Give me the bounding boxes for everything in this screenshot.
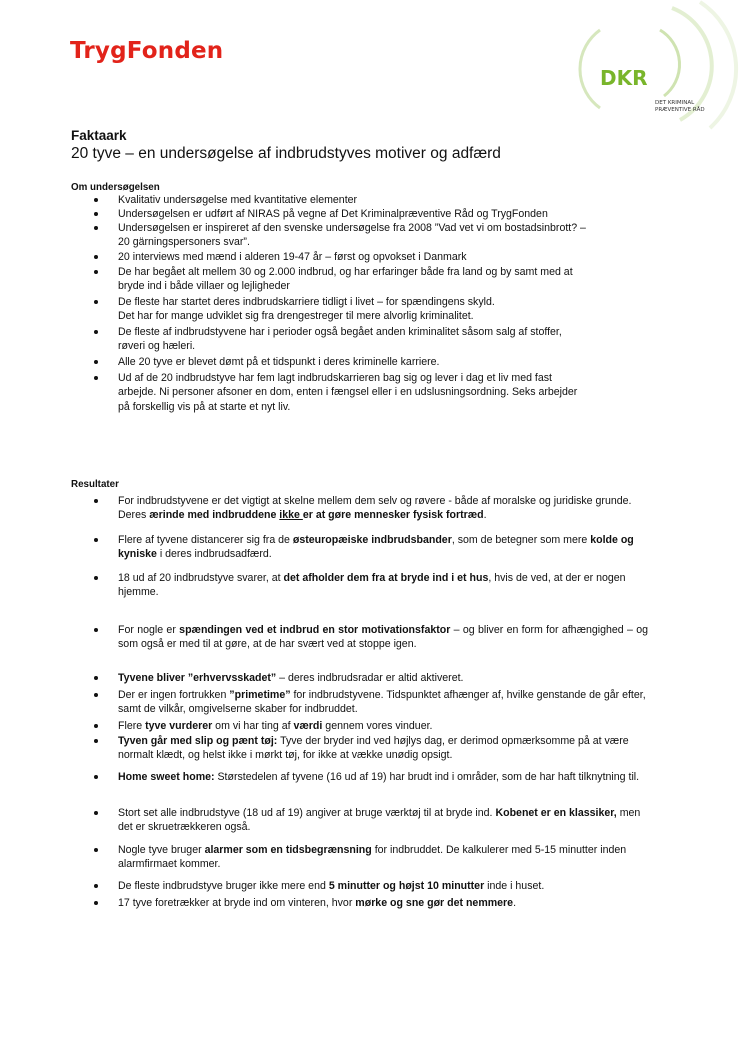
- list-item: For indbrudstyvene er det vigtigt at skelne mellem dem selv og røvere - både af moralske og juridiske grunde. Deres ærinde med indbruddene ikke er at gøre mennesker fysisk fortræd.: [0, 494, 648, 533]
- list-item: Undersøgelsen er udført af NIRAS på vegne af Det Kriminalpræventive Råd og TrygFonden: [0, 207, 648, 221]
- list-item: Kvalitativ undersøgelse med kvantitative elementer: [0, 193, 648, 207]
- list-item: 17 tyve foretrækker at bryde ind om vinteren, hvor mørke og sne gør det nemmere.: [0, 896, 648, 912]
- list-item: For nogle er spændingen ved et indbrud en stor motivationsfaktor – og bliver en form for afhængighed – og som også er med til at gøre, at de har svært ved at stoppe igen.: [0, 623, 648, 671]
- list-item: Flere tyve vurderer om vi har ting af værdi gennem vores vinduer.: [0, 719, 648, 734]
- dkr-logo-subtitle: DET KRIMINAL PRÆVENTIVE RÅD: [655, 100, 705, 113]
- list-item: Ud af de 20 indbrudstyve har fem lagt indbrudskarrieren bag sig og lever i dag et liv med fast arbejde. Ni personer afsoner en dom, enten i fængsel eller i en udslusningsordning. Seks arbejder på forskellig vis på at starte et nyt liv.: [0, 371, 648, 415]
- list-item: Stort set alle indbrudstyve (18 ud af 19) angiver at bruge værktøj til at bryde ind. Kobenet er en klassiker, men det er skruetrækkeren også.: [0, 806, 648, 843]
- list-item: De fleste indbrudstyve bruger ikke mere end 5 minutter og højst 10 minutter inde i huset.: [0, 879, 648, 896]
- list-item: Tyven går med slip og pænt tøj: Tyve der bryder ind ved højlys dag, er derimod opmærksomme på at være normalt klædt, og helst ikke i mørkt tøj, for ikke at vække unødig opsigt.: [0, 734, 648, 770]
- list-item: 20 interviews med mænd i alderen 19-47 år – først og opvokset i Danmark: [0, 250, 648, 265]
- document-title: Faktaark: [71, 128, 127, 143]
- list-item: De har begået alt mellem 30 og 2.000 indbrud, og har erfaringer både fra land og by samt med at bryde ind i både villaer og lejligheder: [0, 265, 648, 295]
- list-item: Home sweet home: Størstedelen af tyvene (16 ud af 19) har brudt ind i områder, som de har haft tilknytning til.: [0, 770, 648, 806]
- list-item: De fleste af indbrudstyvene har i perioder også begået anden kriminalitet såsom salg af stoffer, røveri og hæleri.: [0, 325, 648, 355]
- list-item: De fleste har startet deres indbrudskarriere tidligt i livet – for spændingens skyld. Det har for mange udviklet sig fra drengestreger til mere alvorlig kriminalitet.: [0, 295, 648, 325]
- dkr-logo-arcs-icon: [560, 0, 746, 140]
- section-heading-results: Resultater: [71, 479, 119, 490]
- list-item: Undersøgelsen er inspireret af den svenske undersøgelse fra 2008 ”Vad vet vi om bostadsinbrott? – 20 gärningspersoners svar”.: [0, 221, 648, 250]
- results-list: [0, 494, 746, 912]
- list-item: Der er ingen fortrukken ”primetime” for indbrudstyvene. Tidspunktet afhænger af, hvilke genstande de går efter, samt de vilkår, omgivelserne skaber for indbruddet.: [0, 688, 648, 719]
- about-list: [0, 193, 746, 415]
- document-subtitle: 20 tyve – en undersøgelse af indbrudstyves motiver og adfærd: [71, 145, 501, 162]
- list-item: Flere af tyvene distancerer sig fra de østeuropæiske indbrudsbander, som de betegner som mere kolde og kyniske i deres indbrudsadfærd.: [0, 533, 648, 571]
- section-heading-about: Om undersøgelsen: [71, 182, 160, 193]
- list-item: Nogle tyve bruger alarmer som en tidsbegrænsning for indbruddet. De kalkulerer med 5-15 minutter inden alarmfirmaet kommer.: [0, 843, 648, 879]
- list-item: Tyvene bliver ”erhvervsskadet” – deres indbrudsradar er altid aktiveret.: [0, 671, 648, 688]
- dkr-logo-mark: DKR: [600, 66, 648, 90]
- list-item: 18 ud af 20 indbrudstyve svarer, at det afholder dem fra at bryde ind i et hus, hvis de ved, at der er nogen hjemme.: [0, 571, 648, 623]
- trygfonden-logo: TrygFonden: [70, 38, 224, 64]
- list-item: Alle 20 tyve er blevet dømt på et tidspunkt i deres kriminelle karriere.: [0, 355, 648, 371]
